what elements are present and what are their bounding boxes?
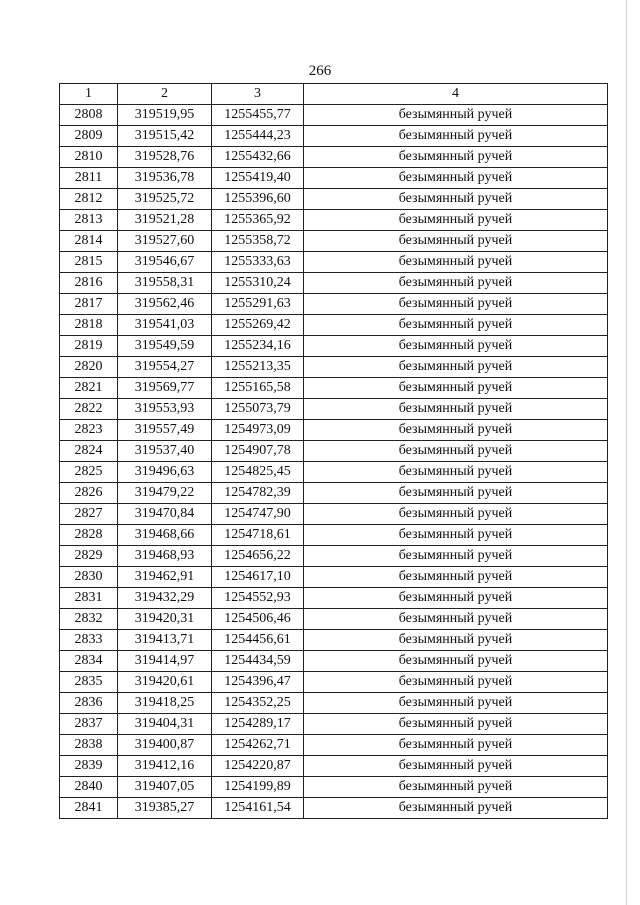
point-number-cell: 2825: [60, 462, 118, 483]
y-coordinate-cell: 1255073,79: [212, 399, 304, 420]
description-cell: безымянный ручей: [304, 546, 608, 567]
description-cell: безымянный ручей: [304, 693, 608, 714]
table-row: [60, 462, 608, 483]
scan-edge-mark: [626, 0, 627, 905]
table-body: [60, 105, 608, 819]
y-coordinate-cell: 1254220,87: [212, 756, 304, 777]
point-number-cell: 2841: [60, 798, 118, 819]
description-cell: безымянный ручей: [304, 189, 608, 210]
table-row: [60, 231, 608, 252]
description-cell: безымянный ручей: [304, 756, 608, 777]
point-number-cell: 2819: [60, 336, 118, 357]
y-coordinate-cell: 1255291,63: [212, 294, 304, 315]
x-coordinate-cell: 319569,77: [118, 378, 212, 399]
x-coordinate-cell: 319546,67: [118, 252, 212, 273]
point-number-cell: 2839: [60, 756, 118, 777]
table-row: [60, 546, 608, 567]
description-cell: безымянный ручей: [304, 651, 608, 672]
description-cell: безымянный ручей: [304, 630, 608, 651]
x-coordinate-cell: 319527,60: [118, 231, 212, 252]
y-coordinate-cell: 1254434,59: [212, 651, 304, 672]
coordinates-table: [59, 83, 608, 819]
point-number-cell: 2808: [60, 105, 118, 126]
point-number-cell: 2809: [60, 126, 118, 147]
y-coordinate-cell: 1255213,35: [212, 357, 304, 378]
description-cell: безымянный ручей: [304, 273, 608, 294]
x-coordinate-cell: 319558,31: [118, 273, 212, 294]
y-coordinate-cell: 1254782,39: [212, 483, 304, 504]
y-coordinate-cell: 1255310,24: [212, 273, 304, 294]
x-coordinate-cell: 319536,78: [118, 168, 212, 189]
x-coordinate-cell: 319432,29: [118, 588, 212, 609]
x-coordinate-cell: 319521,28: [118, 210, 212, 231]
table-row: [60, 168, 608, 189]
description-cell: безымянный ручей: [304, 126, 608, 147]
page-number: 266: [308, 63, 332, 79]
description-cell: безымянный ручей: [304, 462, 608, 483]
description-cell: безымянный ручей: [304, 714, 608, 735]
description-cell: безымянный ручей: [304, 357, 608, 378]
table-row: [60, 147, 608, 168]
x-coordinate-cell: 319525,72: [118, 189, 212, 210]
point-number-cell: 2818: [60, 315, 118, 336]
table-row: [60, 105, 608, 126]
description-cell: безымянный ручей: [304, 609, 608, 630]
y-coordinate-cell: 1254552,93: [212, 588, 304, 609]
table-row: [60, 378, 608, 399]
point-number-cell: 2836: [60, 693, 118, 714]
point-number-cell: 2837: [60, 714, 118, 735]
table-row: [60, 441, 608, 462]
x-coordinate-cell: 319414,97: [118, 651, 212, 672]
point-number-cell: 2815: [60, 252, 118, 273]
x-coordinate-cell: 319420,61: [118, 672, 212, 693]
y-coordinate-cell: 1254718,61: [212, 525, 304, 546]
description-cell: безымянный ручей: [304, 777, 608, 798]
point-number-cell: 2826: [60, 483, 118, 504]
table-row: [60, 651, 608, 672]
table-row: [60, 735, 608, 756]
table-row: [60, 210, 608, 231]
point-number-cell: 2811: [60, 168, 118, 189]
point-number-cell: 2817: [60, 294, 118, 315]
y-coordinate-cell: 1254396,47: [212, 672, 304, 693]
table-row: [60, 588, 608, 609]
x-coordinate-cell: 319412,16: [118, 756, 212, 777]
y-coordinate-cell: 1254825,45: [212, 462, 304, 483]
point-number-cell: 2820: [60, 357, 118, 378]
description-cell: безымянный ручей: [304, 567, 608, 588]
column-header-4: 4: [304, 84, 608, 105]
x-coordinate-cell: 319418,25: [118, 693, 212, 714]
table-row: [60, 504, 608, 525]
description-cell: безымянный ручей: [304, 441, 608, 462]
y-coordinate-cell: 1254747,90: [212, 504, 304, 525]
point-number-cell: 2824: [60, 441, 118, 462]
y-coordinate-cell: 1254161,54: [212, 798, 304, 819]
description-cell: безымянный ручей: [304, 168, 608, 189]
point-number-cell: 2816: [60, 273, 118, 294]
description-cell: безымянный ручей: [304, 336, 608, 357]
table-row: [60, 420, 608, 441]
description-cell: безымянный ручей: [304, 231, 608, 252]
y-coordinate-cell: 1254456,61: [212, 630, 304, 651]
point-number-cell: 2813: [60, 210, 118, 231]
x-coordinate-cell: 319557,49: [118, 420, 212, 441]
y-coordinate-cell: 1254907,78: [212, 441, 304, 462]
table-row: [60, 252, 608, 273]
point-number-cell: 2822: [60, 399, 118, 420]
y-coordinate-cell: 1255365,92: [212, 210, 304, 231]
x-coordinate-cell: 319462,91: [118, 567, 212, 588]
table-row: [60, 357, 608, 378]
x-coordinate-cell: 319515,42: [118, 126, 212, 147]
y-coordinate-cell: 1254352,25: [212, 693, 304, 714]
y-coordinate-cell: 1255269,42: [212, 315, 304, 336]
table-row: [60, 672, 608, 693]
x-coordinate-cell: 319541,03: [118, 315, 212, 336]
table-row: [60, 189, 608, 210]
table-row: [60, 756, 608, 777]
x-coordinate-cell: 319400,87: [118, 735, 212, 756]
table-row: [60, 126, 608, 147]
table-row: [60, 693, 608, 714]
table-row: [60, 609, 608, 630]
description-cell: безымянный ручей: [304, 105, 608, 126]
description-cell: безымянный ручей: [304, 210, 608, 231]
description-cell: безымянный ручей: [304, 798, 608, 819]
x-coordinate-cell: 319562,46: [118, 294, 212, 315]
y-coordinate-cell: 1255432,66: [212, 147, 304, 168]
point-number-cell: 2838: [60, 735, 118, 756]
x-coordinate-cell: 319496,63: [118, 462, 212, 483]
x-coordinate-cell: 319519,95: [118, 105, 212, 126]
point-number-cell: 2821: [60, 378, 118, 399]
x-coordinate-cell: 319528,76: [118, 147, 212, 168]
point-number-cell: 2831: [60, 588, 118, 609]
column-header-2: 2: [118, 84, 212, 105]
description-cell: безымянный ручей: [304, 483, 608, 504]
column-header-3: 3: [212, 84, 304, 105]
description-cell: безымянный ручей: [304, 525, 608, 546]
table-row: [60, 798, 608, 819]
table-row: [60, 294, 608, 315]
point-number-cell: 2832: [60, 609, 118, 630]
table-row: [60, 567, 608, 588]
table-row: [60, 273, 608, 294]
point-number-cell: 2829: [60, 546, 118, 567]
x-coordinate-cell: 319413,71: [118, 630, 212, 651]
point-number-cell: 2827: [60, 504, 118, 525]
y-coordinate-cell: 1255333,63: [212, 252, 304, 273]
point-number-cell: 2823: [60, 420, 118, 441]
description-cell: безымянный ручей: [304, 378, 608, 399]
y-coordinate-cell: 1254617,10: [212, 567, 304, 588]
column-header-1: 1: [60, 84, 118, 105]
y-coordinate-cell: 1255234,16: [212, 336, 304, 357]
y-coordinate-cell: 1255358,72: [212, 231, 304, 252]
y-coordinate-cell: 1254199,89: [212, 777, 304, 798]
x-coordinate-cell: 319385,27: [118, 798, 212, 819]
description-cell: безымянный ручей: [304, 147, 608, 168]
x-coordinate-cell: 319554,27: [118, 357, 212, 378]
y-coordinate-cell: 1254656,22: [212, 546, 304, 567]
table-row: [60, 525, 608, 546]
table-row: [60, 714, 608, 735]
point-number-cell: 2814: [60, 231, 118, 252]
x-coordinate-cell: 319407,05: [118, 777, 212, 798]
y-coordinate-cell: 1255396,60: [212, 189, 304, 210]
table-row: [60, 315, 608, 336]
x-coordinate-cell: 319470,84: [118, 504, 212, 525]
y-coordinate-cell: 1254289,17: [212, 714, 304, 735]
y-coordinate-cell: 1254262,71: [212, 735, 304, 756]
description-cell: безымянный ручей: [304, 504, 608, 525]
point-number-cell: 2840: [60, 777, 118, 798]
x-coordinate-cell: 319537,40: [118, 441, 212, 462]
point-number-cell: 2835: [60, 672, 118, 693]
description-cell: безымянный ручей: [304, 252, 608, 273]
description-cell: безымянный ручей: [304, 420, 608, 441]
point-number-cell: 2810: [60, 147, 118, 168]
point-number-cell: 2812: [60, 189, 118, 210]
y-coordinate-cell: 1255165,58: [212, 378, 304, 399]
description-cell: безымянный ручей: [304, 315, 608, 336]
x-coordinate-cell: 319468,66: [118, 525, 212, 546]
y-coordinate-cell: 1255455,77: [212, 105, 304, 126]
table-row: [60, 777, 608, 798]
point-number-cell: 2833: [60, 630, 118, 651]
table-row: [60, 630, 608, 651]
x-coordinate-cell: 319468,93: [118, 546, 212, 567]
x-coordinate-cell: 319553,93: [118, 399, 212, 420]
table-row: [60, 399, 608, 420]
description-cell: безымянный ручей: [304, 294, 608, 315]
description-cell: безымянный ручей: [304, 735, 608, 756]
x-coordinate-cell: 319479,22: [118, 483, 212, 504]
x-coordinate-cell: 319404,31: [118, 714, 212, 735]
description-cell: безымянный ручей: [304, 399, 608, 420]
y-coordinate-cell: 1254973,09: [212, 420, 304, 441]
x-coordinate-cell: 319549,59: [118, 336, 212, 357]
y-coordinate-cell: 1255419,40: [212, 168, 304, 189]
table-header-row: [60, 84, 608, 105]
y-coordinate-cell: 1255444,23: [212, 126, 304, 147]
table-row: [60, 483, 608, 504]
point-number-cell: 2830: [60, 567, 118, 588]
point-number-cell: 2834: [60, 651, 118, 672]
x-coordinate-cell: 319420,31: [118, 609, 212, 630]
y-coordinate-cell: 1254506,46: [212, 609, 304, 630]
description-cell: безымянный ручей: [304, 672, 608, 693]
table-row: [60, 336, 608, 357]
description-cell: безымянный ручей: [304, 588, 608, 609]
point-number-cell: 2828: [60, 525, 118, 546]
